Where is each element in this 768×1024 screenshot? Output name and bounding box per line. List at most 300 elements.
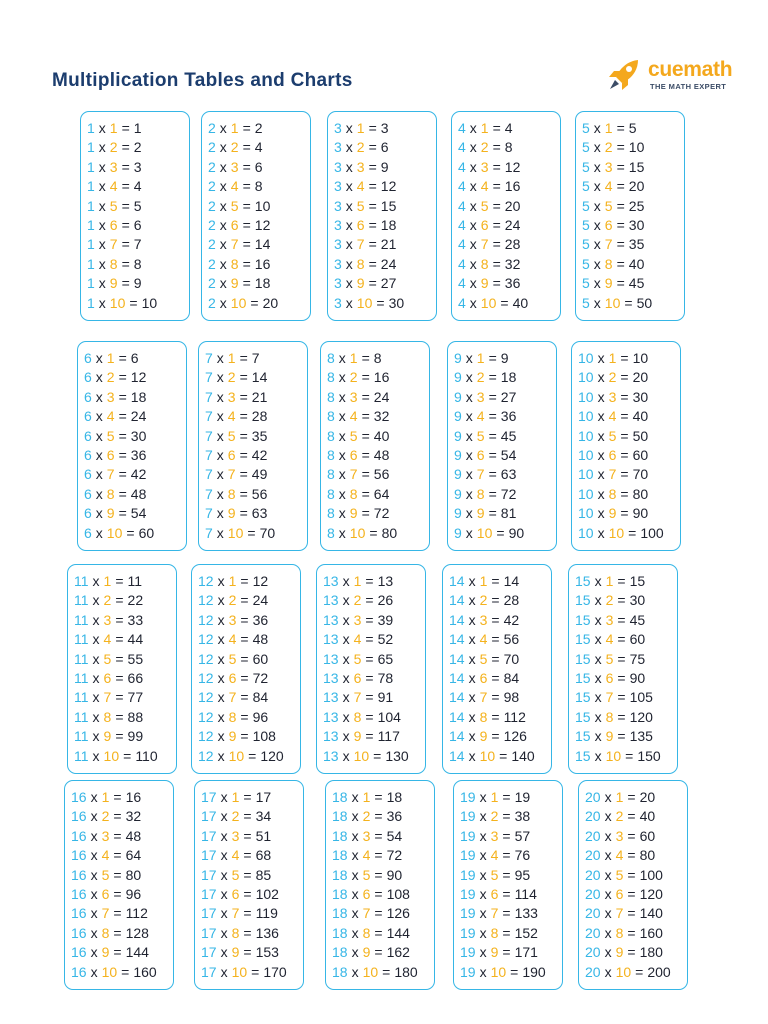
product: 4 [133, 178, 142, 195]
times-sign: x [594, 708, 602, 725]
times-sign: x [465, 350, 473, 366]
multiplier: 7 [362, 905, 371, 922]
multiplier: 4 [228, 631, 237, 648]
multiplier: 6 [480, 216, 489, 233]
product: 44 [127, 631, 144, 648]
equals-sign: = [616, 139, 625, 156]
table-number: 13 [323, 611, 339, 628]
table-number: 8 [327, 524, 335, 541]
multiplier: 7 [480, 236, 489, 253]
times-sign: x [597, 369, 605, 386]
equals-sign: = [365, 611, 374, 628]
times-sign: x [468, 611, 476, 628]
product: 6 [380, 139, 389, 156]
table-number: 1 [87, 255, 95, 272]
equals-sign: = [115, 631, 124, 648]
equals-sign: = [374, 866, 383, 883]
multiplier: 8 [604, 255, 613, 272]
multiplier: 6 [106, 446, 115, 463]
equals-sign: = [121, 275, 130, 292]
table-number: 20 [585, 905, 601, 922]
table-card-3 [327, 111, 437, 321]
table-number: 9 [454, 466, 462, 483]
equals-sign: = [627, 827, 636, 844]
times-sign: x [216, 505, 224, 522]
equals-sign: = [361, 427, 370, 444]
times-sign: x [219, 178, 227, 195]
multiplier: 9 [615, 944, 624, 961]
product: 49 [251, 466, 268, 483]
table-number: 15 [575, 747, 591, 764]
times-sign: x [604, 885, 612, 902]
product: 35 [628, 236, 645, 253]
table-number: 18 [332, 827, 348, 844]
times-sign: x [95, 524, 103, 541]
equals-sign: = [488, 466, 497, 483]
table-number: 7 [205, 446, 213, 463]
table-number: 1 [87, 197, 95, 214]
table-number: 10 [578, 524, 594, 541]
times-sign: x [479, 944, 487, 961]
product: 55 [127, 650, 144, 667]
product: 2 [254, 120, 263, 136]
table-number: 6 [84, 350, 92, 366]
multiplier: 10 [101, 963, 118, 980]
equals-sign: = [113, 866, 122, 883]
times-sign: x [604, 905, 612, 922]
times-sign: x [217, 689, 225, 706]
times-sign: x [92, 631, 100, 648]
table-row [334, 274, 436, 293]
equals-sign: = [243, 924, 252, 941]
table-number: 3 [334, 120, 342, 136]
equals-sign: = [361, 350, 370, 366]
multiplier: 4 [604, 178, 613, 195]
table-row [84, 427, 186, 446]
table-card-11 [67, 564, 177, 774]
table-number: 1 [87, 275, 95, 292]
times-sign: x [95, 369, 103, 386]
table-number: 9 [454, 408, 462, 425]
times-sign: x [479, 924, 487, 941]
equals-sign: = [492, 255, 501, 272]
times-sign: x [92, 728, 100, 745]
times-sign: x [92, 611, 100, 628]
table-row [582, 138, 684, 157]
table-row [74, 611, 176, 630]
times-sign: x [219, 120, 227, 136]
product: 152 [514, 924, 538, 941]
equals-sign: = [115, 611, 124, 628]
table-row [332, 904, 434, 923]
times-sign: x [593, 197, 601, 214]
product: 56 [503, 631, 520, 648]
multiplier: 7 [103, 689, 112, 706]
equals-sign: = [492, 120, 501, 136]
multiplier: 3 [356, 158, 365, 175]
table-number: 3 [334, 236, 342, 253]
equals-sign: = [243, 944, 252, 961]
equals-sign: = [627, 885, 636, 902]
product: 28 [504, 236, 521, 253]
table-row [71, 924, 173, 943]
times-sign: x [216, 350, 224, 366]
table-row [458, 235, 560, 254]
times-sign: x [479, 827, 487, 844]
table-row [323, 669, 425, 688]
equals-sign: = [240, 573, 249, 589]
times-sign: x [90, 924, 98, 941]
product: 30 [388, 294, 405, 311]
equals-sign: = [121, 139, 130, 156]
times-sign: x [217, 631, 225, 648]
multiplier: 9 [608, 505, 617, 522]
multiplier: 6 [605, 669, 614, 686]
times-sign: x [95, 427, 103, 444]
table-row [87, 197, 189, 216]
multiplier: 5 [353, 650, 362, 667]
equals-sign: = [123, 747, 132, 764]
table-number: 13 [323, 669, 339, 686]
table-number: 2 [208, 139, 216, 156]
table-row [323, 650, 425, 669]
times-sign: x [342, 631, 350, 648]
equals-sign: = [113, 885, 122, 902]
table-number: 19 [460, 808, 476, 825]
times-sign: x [219, 158, 227, 175]
table-number: 3 [334, 216, 342, 233]
product: 60 [138, 524, 155, 541]
table-row [458, 216, 560, 235]
multiplier: 2 [101, 808, 110, 825]
multiplier: 6 [353, 669, 362, 686]
table-row [323, 727, 425, 746]
product: 48 [252, 631, 269, 648]
multiplier: 1 [349, 350, 358, 366]
product: 4 [254, 139, 263, 156]
times-sign: x [468, 708, 476, 725]
table-row [575, 572, 677, 591]
equals-sign: = [491, 650, 500, 667]
multiplier: 8 [362, 924, 371, 941]
table-card-8 [320, 341, 430, 551]
table-number: 13 [323, 650, 339, 667]
table-card-9 [447, 341, 557, 551]
table-number: 12 [198, 592, 214, 609]
multiplier: 2 [227, 369, 236, 386]
equals-sign: = [365, 728, 374, 745]
equals-sign: = [365, 689, 374, 706]
table-row [84, 524, 186, 543]
table-number: 10 [578, 466, 594, 483]
multiplier: 1 [615, 789, 624, 805]
times-sign: x [468, 728, 476, 745]
equals-sign: = [242, 275, 251, 292]
table-number: 14 [449, 747, 465, 764]
table-row [449, 747, 551, 766]
times-sign: x [217, 708, 225, 725]
table-number: 20 [585, 847, 601, 864]
equals-sign: = [620, 408, 629, 425]
product: 32 [504, 255, 521, 272]
table-row [327, 388, 429, 407]
equals-sign: = [240, 631, 249, 648]
table-row [585, 904, 687, 923]
equals-sign: = [243, 808, 252, 825]
table-row [323, 611, 425, 630]
equals-sign: = [240, 650, 249, 667]
multiplier: 2 [480, 139, 489, 156]
table-number: 14 [449, 592, 465, 609]
table-row [198, 591, 300, 610]
table-row [74, 669, 176, 688]
times-sign: x [342, 708, 350, 725]
table-number: 16 [71, 963, 87, 980]
table-row [334, 294, 436, 313]
table-number: 1 [87, 178, 95, 195]
times-sign: x [90, 963, 98, 980]
equals-sign: = [624, 294, 633, 311]
times-sign: x [90, 885, 98, 902]
table-row [585, 924, 687, 943]
multiplier: 7 [228, 689, 237, 706]
table-row [458, 255, 560, 274]
equals-sign: = [374, 847, 383, 864]
product: 64 [125, 847, 142, 864]
equals-sign: = [250, 294, 259, 311]
table-row [71, 807, 173, 826]
product: 24 [130, 408, 147, 425]
table-card-2 [201, 111, 311, 321]
product: 99 [127, 728, 144, 745]
times-sign: x [90, 808, 98, 825]
multiplier: 8 [479, 708, 488, 725]
table-number: 19 [460, 789, 476, 805]
times-sign: x [465, 466, 473, 483]
table-row [87, 138, 189, 157]
multiplier: 2 [479, 592, 488, 609]
table-number: 12 [198, 689, 214, 706]
equals-sign: = [242, 216, 251, 233]
table-row [575, 591, 677, 610]
product: 12 [254, 216, 271, 233]
table-card-1 [80, 111, 190, 321]
times-sign: x [217, 592, 225, 609]
table-card-15 [568, 564, 678, 774]
multiplier: 3 [109, 158, 118, 175]
table-row [458, 294, 560, 313]
product: 70 [632, 466, 649, 483]
product: 15 [629, 573, 646, 589]
multiplier: 9 [490, 944, 499, 961]
table-row [201, 807, 303, 826]
table-number: 7 [205, 408, 213, 425]
table-row [582, 177, 684, 196]
multiplier: 1 [353, 573, 362, 589]
table-row [208, 197, 310, 216]
times-sign: x [593, 236, 601, 253]
brand-name: cuemath [648, 58, 733, 81]
table-number: 7 [205, 388, 213, 405]
product: 40 [373, 427, 390, 444]
multiplier: 3 [604, 158, 613, 175]
equals-sign: = [627, 924, 636, 941]
product: 20 [628, 178, 645, 195]
times-sign: x [345, 197, 353, 214]
table-row [84, 368, 186, 387]
equals-sign: = [240, 611, 249, 628]
equals-sign: = [242, 158, 251, 175]
product: 96 [125, 885, 142, 902]
table-number: 10 [578, 350, 594, 366]
product: 91 [377, 689, 394, 706]
multiplier: 4 [490, 847, 499, 864]
times-sign: x [219, 275, 227, 292]
table-card-18 [325, 780, 435, 990]
product: 14 [251, 369, 268, 386]
product: 54 [386, 827, 403, 844]
multiplier: 4 [106, 408, 115, 425]
equals-sign: = [121, 216, 130, 233]
table-row [449, 572, 551, 591]
multiplier: 7 [353, 689, 362, 706]
table-number: 13 [323, 747, 339, 764]
table-number: 9 [454, 446, 462, 463]
table-card-12 [191, 564, 301, 774]
table-row [84, 465, 186, 484]
table-row [332, 788, 434, 807]
times-sign: x [593, 120, 601, 136]
table-number: 18 [332, 808, 348, 825]
product: 3 [380, 120, 389, 136]
multiplier: 2 [356, 139, 365, 156]
table-number: 14 [449, 708, 465, 725]
times-sign: x [342, 592, 350, 609]
table-row [87, 177, 189, 196]
times-sign: x [604, 789, 612, 805]
table-row [327, 524, 429, 543]
equals-sign: = [502, 866, 511, 883]
multiplier: 6 [476, 446, 485, 463]
multiplier: 8 [353, 708, 362, 725]
multiplier: 10 [103, 747, 120, 764]
multiplier: 1 [101, 789, 110, 805]
equals-sign: = [617, 650, 626, 667]
equals-sign: = [620, 369, 629, 386]
multiplier: 4 [109, 178, 118, 195]
equals-sign: = [491, 728, 500, 745]
equals-sign: = [616, 120, 625, 136]
equals-sign: = [373, 747, 382, 764]
multiplier: 1 [103, 573, 112, 589]
product: 2 [133, 139, 142, 156]
product: 20 [639, 789, 656, 805]
times-sign: x [597, 446, 605, 463]
table-row [449, 650, 551, 669]
table-number: 10 [578, 505, 594, 522]
table-number: 2 [208, 255, 216, 272]
times-sign: x [92, 650, 100, 667]
times-sign: x [216, 485, 224, 502]
table-row [578, 524, 680, 543]
product: 13 [377, 573, 394, 589]
multiplier: 2 [615, 808, 624, 825]
product: 40 [639, 808, 656, 825]
multiplier: 9 [362, 944, 371, 961]
table-row [449, 708, 551, 727]
product: 48 [373, 446, 390, 463]
equals-sign: = [121, 197, 130, 214]
table-number: 17 [201, 944, 217, 961]
table-number: 1 [87, 158, 95, 175]
multiplier: 1 [356, 120, 365, 136]
multiplier: 10 [608, 524, 625, 541]
multiplier: 7 [109, 236, 118, 253]
equals-sign: = [365, 631, 374, 648]
product: 42 [251, 446, 268, 463]
product: 48 [125, 827, 142, 844]
multiplier: 7 [615, 905, 624, 922]
table-row [198, 747, 300, 766]
page-title: Multiplication Tables and Charts [52, 70, 353, 91]
multiplier: 5 [231, 866, 240, 883]
times-sign: x [338, 485, 346, 502]
times-sign: x [351, 963, 359, 980]
product: 33 [127, 611, 144, 628]
equals-sign: = [118, 485, 127, 502]
times-sign: x [220, 808, 228, 825]
equals-sign: = [616, 178, 625, 195]
table-number: 17 [201, 808, 217, 825]
equals-sign: = [368, 216, 377, 233]
table-row [323, 747, 425, 766]
product: 160 [639, 924, 663, 941]
table-number: 12 [198, 573, 214, 589]
table-row [460, 866, 562, 885]
multiplier: 3 [476, 388, 485, 405]
product: 16 [254, 255, 271, 272]
product: 90 [632, 505, 649, 522]
multiplier: 1 [230, 120, 239, 136]
times-sign: x [469, 158, 477, 175]
times-sign: x [95, 446, 103, 463]
table-number: 5 [582, 178, 590, 195]
product: 95 [514, 866, 531, 883]
table-row [582, 216, 684, 235]
product: 80 [639, 847, 656, 864]
product: 140 [639, 905, 663, 922]
product: 35 [251, 427, 268, 444]
table-number: 13 [323, 728, 339, 745]
table-row [84, 407, 186, 426]
table-number: 17 [201, 866, 217, 883]
times-sign: x [465, 369, 473, 386]
times-sign: x [92, 573, 100, 589]
multiplier: 8 [230, 255, 239, 272]
equals-sign: = [620, 466, 629, 483]
product: 110 [135, 747, 158, 764]
times-sign: x [98, 158, 106, 175]
product: 90 [629, 669, 646, 686]
product: 18 [386, 789, 403, 805]
table-row [323, 688, 425, 707]
product: 135 [629, 728, 653, 745]
table-card-7 [198, 341, 308, 551]
product: 78 [377, 669, 394, 686]
table-number: 14 [449, 573, 465, 589]
product: 27 [380, 275, 397, 292]
multiplier: 9 [103, 728, 112, 745]
